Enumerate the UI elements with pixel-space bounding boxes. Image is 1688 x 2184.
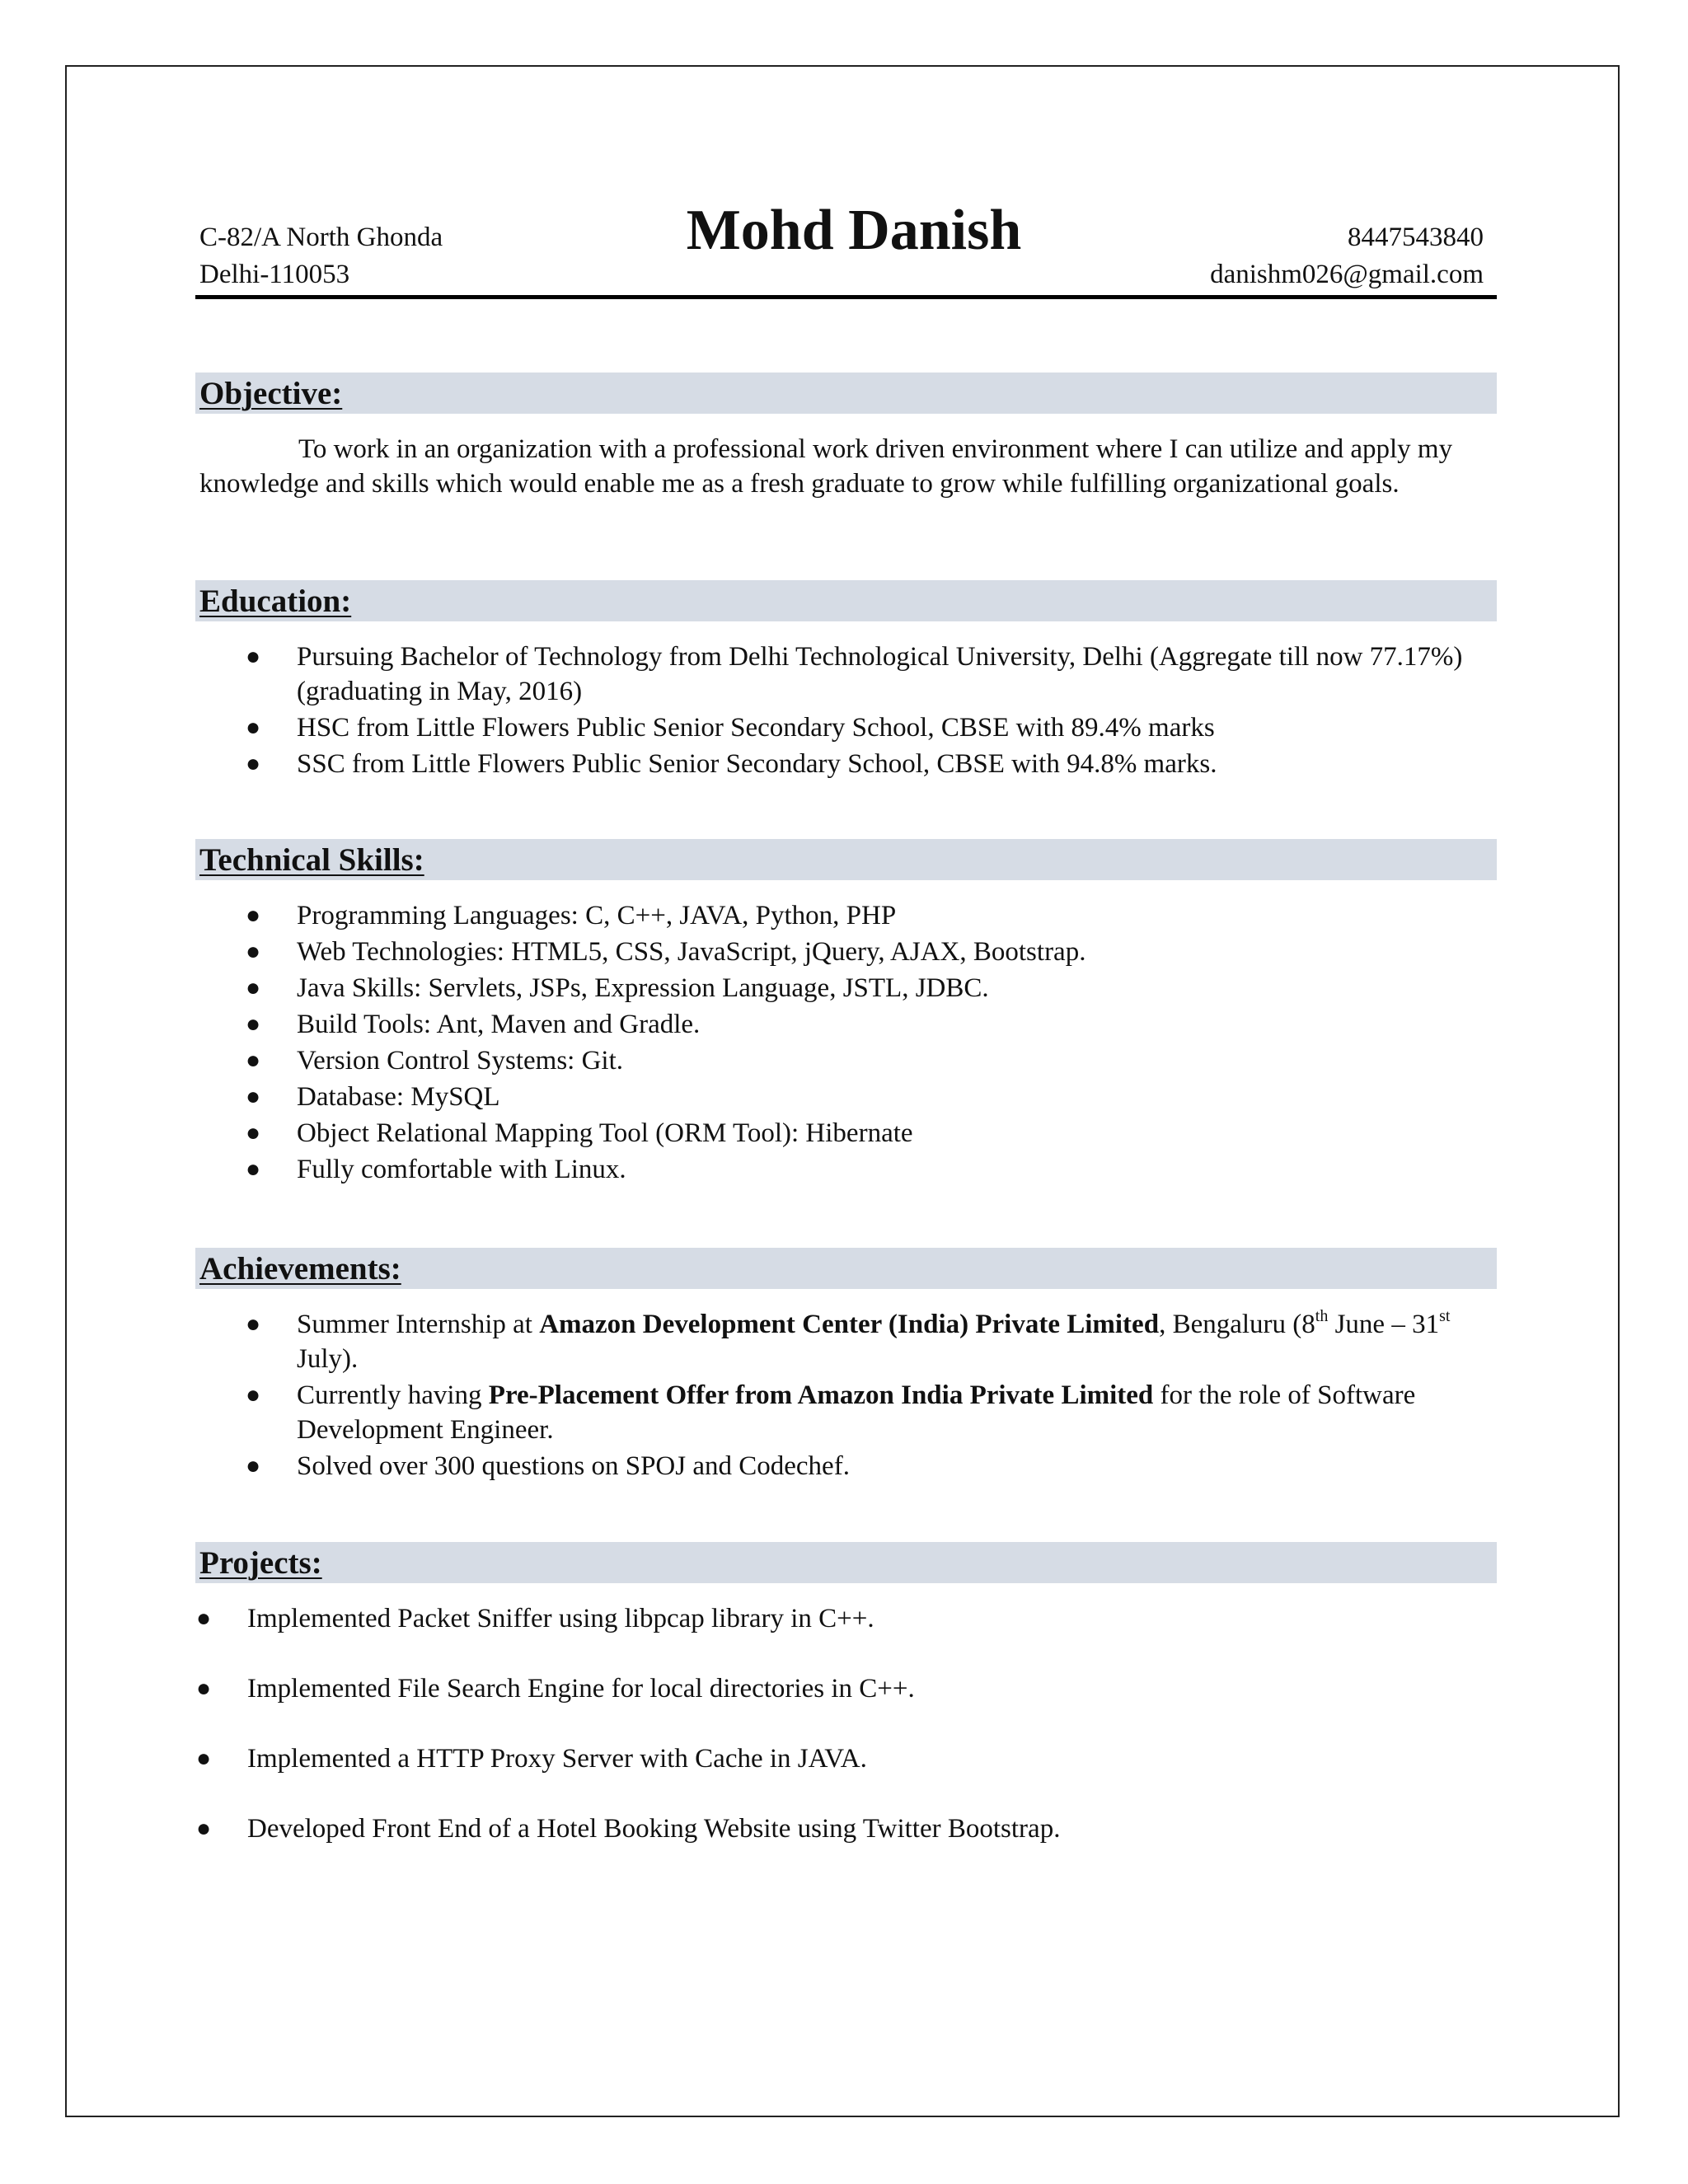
achievements-heading — [195, 1248, 1497, 1289]
skill-item: Build Tools: Ant, Maven and Gradle. — [297, 1010, 701, 1039]
list-item — [198, 1043, 1493, 1078]
bullet-icon: ● — [246, 902, 261, 929]
bullet-icon: ● — [246, 714, 261, 741]
list-item — [198, 1741, 1493, 1776]
list-item — [198, 1307, 1493, 1376]
bullet-icon: ● — [246, 1010, 261, 1038]
achievements-list — [198, 1307, 1493, 1485]
achievement-text: Summer Internship at — [297, 1310, 540, 1339]
objective-text: To work in an organization with a professional work driven environment where I can utilize and apply my knowledge and skills which would enable me as a fresh graduate to grow while fulfilling organizational goals. — [199, 434, 1453, 499]
education-list — [198, 640, 1493, 783]
list-item — [198, 1671, 1493, 1706]
achievement-text: , Bengaluru (8 — [1159, 1310, 1315, 1339]
list-item — [198, 1601, 1493, 1636]
achievement-text: for the role of Software Development Engineer. — [297, 1380, 1416, 1445]
achievement-text: Currently having — [297, 1380, 489, 1410]
bullet-icon: ● — [196, 1745, 212, 1772]
bullet-icon: ● — [246, 750, 261, 777]
achievement-text: July). — [297, 1344, 359, 1374]
list-item — [198, 640, 1493, 709]
bullet-icon: ● — [246, 938, 261, 965]
education-item-3: SSC from Little Flowers Public Senior Secondary School, CBSE with 94.8% marks. — [297, 749, 1217, 779]
skills-heading — [195, 839, 1497, 880]
skill-item: Fully comfortable with Linux. — [297, 1155, 626, 1184]
list-item — [198, 898, 1493, 933]
ordinal-suffix: st — [1439, 1307, 1451, 1325]
bullet-icon: ● — [196, 1675, 212, 1702]
address-line-2: Delhi-110053 — [199, 260, 350, 289]
email-address: danishm026@gmail.com — [1210, 260, 1484, 289]
skills-heading-text: Technical Skills: — [199, 842, 424, 878]
bullet-icon: ● — [246, 1083, 261, 1110]
list-item — [198, 1007, 1493, 1042]
skills-list — [198, 898, 1493, 1188]
list-item — [198, 1152, 1493, 1187]
education-heading-text: Education: — [199, 583, 352, 619]
phone-number: 8447543840 — [1348, 223, 1484, 252]
list-item — [198, 1811, 1493, 1846]
objective-heading — [195, 373, 1497, 414]
education-heading — [195, 580, 1497, 621]
list-item — [198, 1449, 1493, 1483]
achievements-heading-text: Achievements: — [199, 1251, 401, 1286]
bullet-icon: ● — [246, 1310, 261, 1338]
list-item — [198, 1116, 1493, 1151]
skill-item: Version Control Systems: Git. — [297, 1046, 624, 1076]
projects-heading — [195, 1542, 1497, 1583]
project-item: Implemented Packet Sniffer using libpcap library in C++. — [247, 1604, 874, 1633]
achievement-text: Solved over 300 questions on SPOJ and Codechef. — [297, 1451, 850, 1481]
project-item: Developed Front End of a Hotel Booking Website using Twitter Bootstrap. — [247, 1814, 1061, 1844]
skill-item: Java Skills: Servlets, JSPs, Expression Language, JSTL, JDBC. — [297, 973, 989, 1003]
bullet-icon: ● — [196, 1605, 212, 1632]
candidate-name: Mohd Danish — [686, 199, 1022, 262]
education-item-1: Pursuing Bachelor of Technology from Delhi Technological University, Delhi (Aggregate till now 77.17%) (graduating in May, 2016) — [297, 642, 1463, 706]
list-item — [198, 1378, 1493, 1447]
bullet-icon: ● — [246, 643, 261, 670]
company-name: Amazon Development Center (India) Private Limited — [539, 1310, 1160, 1339]
list-item — [198, 935, 1493, 969]
skill-item: Programming Languages: C, C++, JAVA, Python, PHP — [297, 901, 897, 930]
address-line-1: C-82/A North Ghonda — [199, 223, 443, 252]
resume-content — [196, 198, 1493, 1844]
bullet-icon: ● — [246, 1119, 261, 1146]
projects-list — [198, 1601, 1493, 1882]
header-divider — [195, 295, 1497, 299]
list-item — [198, 971, 1493, 1005]
bullet-icon: ● — [246, 974, 261, 1001]
objective-heading-text: Objective: — [199, 376, 343, 411]
resume-header — [198, 198, 1493, 300]
education-item-2: HSC from Little Flowers Public Senior Secondary School, CBSE with 89.4% marks — [297, 713, 1215, 743]
ordinal-suffix: th — [1315, 1307, 1329, 1325]
bullet-icon: ● — [246, 1381, 261, 1408]
projects-heading-text: Projects: — [199, 1545, 322, 1581]
skill-item: Database: MySQL — [297, 1082, 500, 1112]
offer-name: Pre-Placement Offer from Amazon India Private Limited — [488, 1380, 1154, 1410]
skill-item: Object Relational Mapping Tool (ORM Tool): Hibernate — [297, 1118, 913, 1148]
achievement-text: June – 31 — [1328, 1310, 1440, 1339]
list-item — [198, 1080, 1493, 1114]
bullet-icon: ● — [246, 1452, 261, 1479]
bullet-icon: ● — [196, 1815, 212, 1842]
skill-item: Web Technologies: HTML5, CSS, JavaScript, jQuery, AJAX, Bootstrap. — [297, 937, 1086, 967]
project-item: Implemented File Search Engine for local directories in C++. — [247, 1674, 915, 1704]
list-item — [198, 747, 1493, 781]
bullet-icon: ● — [246, 1047, 261, 1074]
bullet-icon: ● — [246, 1155, 261, 1183]
project-item: Implemented a HTTP Proxy Server with Cache in JAVA. — [247, 1744, 867, 1774]
list-item — [198, 710, 1493, 745]
